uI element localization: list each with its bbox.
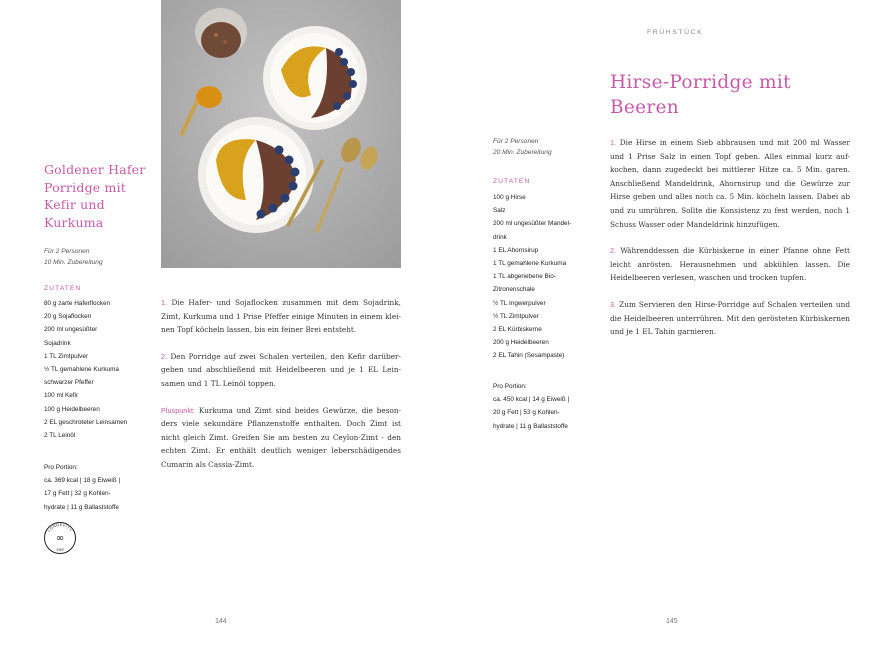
step-number: 2.	[161, 351, 168, 361]
ingredient-item: drink	[493, 233, 507, 241]
ingredient-item: 200 ml ungesüßter Mandel-	[493, 220, 572, 228]
ingredient-item: 2 EL geschroteter Leinsamen	[44, 418, 128, 426]
ingredient-item: 200 g Heidelbeeren	[493, 339, 549, 347]
step-text: Die Hafer- und Sojaflocken zusammen mit dem Sojadrink, Zimt, Kurkuma und 1 Prise Pfeffer einige Minuten in einem klei-nen Topf köcheln lassen, bis ein feiner Brei entsteht.	[161, 298, 401, 335]
porridge-photo	[161, 0, 401, 268]
step	[610, 244, 850, 285]
ingredient-item: 1 EL Ahornsirup	[493, 246, 539, 254]
nutrition-line: 17 g Fett | 32 g Kohlen-	[44, 490, 111, 498]
instructions	[610, 136, 850, 352]
step	[610, 298, 850, 339]
longevity-star-badge	[43, 521, 77, 555]
ingredient-item: 200 ml ungesüßter	[44, 326, 98, 334]
recipe-meta	[44, 246, 103, 268]
ingredient-item: 1 TL gemahlene Kurkuma	[493, 260, 567, 268]
ingredients-list	[44, 297, 156, 442]
step-text: Zum Servieren den Hirse-Porridge auf Schalen verteilen und die Heidelbeeren unterrühren. Mit den gerösteten Kürbiskernen und je 1 EL Tahin garnieren.	[610, 299, 850, 337]
nutrition-heading: Pro Portion:	[493, 383, 527, 390]
ingredient-item: Zitronenschale	[493, 286, 535, 294]
recipe-meta	[493, 136, 552, 158]
ingredient-item: 100 ml Kefir	[44, 392, 79, 400]
svg-text:STAR	[56, 547, 65, 552]
nutrition-line: hydrate | 11 g Ballaststoffe	[44, 503, 119, 511]
step	[161, 350, 401, 391]
step	[610, 136, 850, 231]
ingredient-item: 2 EL Tahin (Sesampaste)	[493, 352, 565, 360]
infinity-icon: ∞	[55, 533, 65, 544]
nutrition-info	[493, 380, 605, 433]
nutrition-line: ca. 450 kcal | 14 g Eiweiß |	[493, 396, 570, 404]
ingredient-item: 20 g Sojaflocken	[44, 313, 92, 321]
section-tag: FRÜHSTÜCK	[647, 29, 704, 36]
servings: Für 2 Personen	[493, 138, 539, 145]
ingredient-item: 100 g Heidelbeeren	[44, 405, 100, 413]
step-number: 3.	[610, 299, 617, 309]
nutrition-line: 20 g Fett | 53 g Kohlen-	[493, 409, 560, 417]
ingredient-item: Sojadrink	[44, 339, 71, 347]
page-number: 144	[215, 618, 227, 625]
porridge-photo-illustration	[161, 0, 401, 268]
tip-label: Pluspunkt:	[161, 405, 196, 415]
ingredient-item: 100 g Hirse	[493, 194, 526, 201]
step	[161, 296, 401, 337]
recipe-title: Goldener Hafer Porridge mit Kefir und Kurkuma	[44, 162, 146, 230]
nutrition-line: hydrate | 11 g Ballaststoffe	[493, 422, 568, 430]
prep-time: 10 Min. Zubereitung	[44, 259, 103, 266]
badge-bottom-text: STAR	[55, 547, 65, 553]
recipe-title: Hirse-Porridge mit Beeren	[610, 72, 791, 118]
ingredient-item: Salz	[493, 207, 506, 215]
instructions	[161, 296, 401, 485]
nutrition-info	[44, 461, 156, 514]
ingredient-item: 1 TL Zimtpulver	[44, 352, 89, 360]
ingredient-item: schwarzer Pfeffer	[44, 379, 94, 387]
tip	[161, 404, 401, 472]
ingredient-item: 80 g zarte Haferflocken	[44, 300, 111, 307]
step-text: Währenddessen die Kürbiskerne in einer Pfanne ohne Fett leicht anrösten. Herausnehmen und abkühlen lassen. Die Heidelbeeren verlesen, waschen und trocken tupfen.	[610, 246, 850, 283]
step-number: 1.	[161, 298, 168, 307]
svg-text:LONGEVITY	[47, 523, 73, 533]
step-text: Den Porridge auf zwei Schalen verteilen, den Kefir darüber-geben und abschließend mit Heidelbeeren und je 1 EL Lein-samen und 1 TL Leinöl toppen.	[161, 351, 401, 388]
nutrition-heading: Pro Portion:	[44, 464, 78, 471]
tip-text: Kurkuma und Zimt sind beides Gewürze, die beson-ders viele sekundäre Pflanzenstoffe enthalten. Doch Zimt ist nicht gleich Zimt. Greifen Sie am besten zu Ceylon-Zimt - den echten Zimt. Er enthält deutlich weniger leberschädigendes Cumarin als Cassia-Zimt.	[161, 405, 401, 469]
ingredient-item: 2 TL Leinöl	[44, 432, 76, 440]
badge-top-text: LONGEVITY	[47, 522, 73, 533]
ingredients-heading: ZUTATEN	[493, 178, 531, 185]
prep-time: 20 Min. Zubereitung	[493, 149, 552, 156]
ingredient-item: ½ TL Ingwerpulver	[493, 299, 546, 307]
ingredient-item: ½ TL Zimtpulver	[493, 312, 539, 320]
right-page	[448, 0, 896, 648]
ingredient-item: 1 TL abgeriebene Bio-	[493, 273, 556, 281]
step-number: 2.	[610, 246, 617, 256]
ingredient-item: ½ TL gemahlene Kurkuma	[44, 366, 119, 374]
page-number: 145	[666, 618, 678, 625]
servings: Für 2 Personen	[44, 248, 90, 255]
ingredients-list	[493, 191, 605, 363]
step-text: Die Hirse in einem Sieb abbrausen und mit 200 ml Wasser und 1 Prise Salz in einen Topf geben. Alles einmal kurz auf-kochen, dann zugedeckt bei mittlerer Hitze ca. 5 Min. garen. Anschließend Mandeldrink, Ahornsirup und die Gewürze zur Hirse geben und alles noch ca. 5 Min. köcheln lassen. Dabei ab und zu umrühren. Sollte die Konsistenz zu fest werden, noch 1 Schuss Wasser oder Mandeldrink hinzufügen.	[610, 138, 850, 229]
nutrition-line: ca. 369 kcal | 18 g Eiweiß |	[44, 477, 121, 485]
step-number: 1.	[610, 138, 617, 147]
ingredients-heading: ZUTATEN	[44, 285, 82, 292]
ingredient-item: 2 EL Kürbiskerne	[493, 326, 542, 334]
